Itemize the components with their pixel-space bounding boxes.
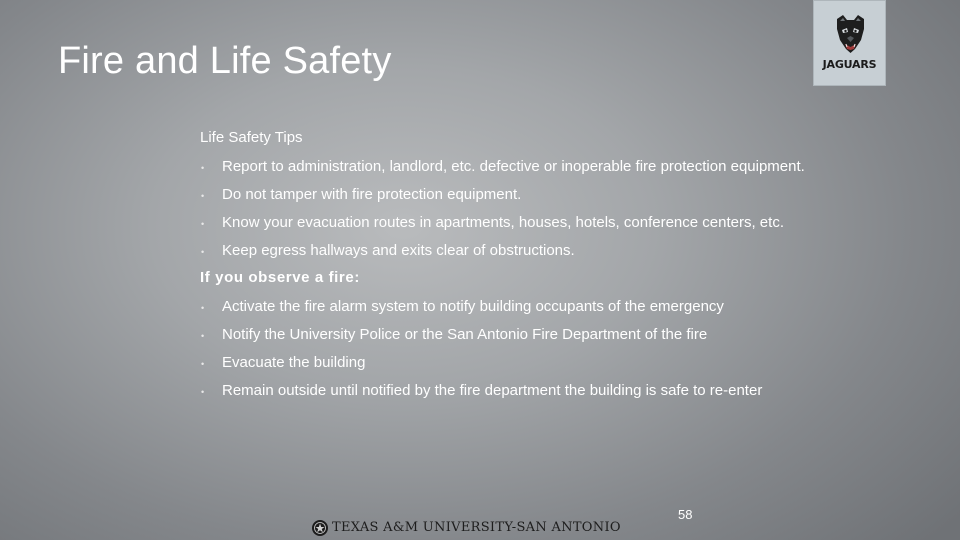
bullet-icon: • [201,191,205,201]
university-seal-icon [311,519,329,537]
bullet-icon: • [201,359,205,369]
page-number: 58 [678,507,693,522]
list-item-text: Keep egress hallways and exits clear of obstructions. [222,242,575,259]
bullet-icon: • [201,387,205,397]
logo-wordmark: JAGUARS [822,58,877,71]
life-safety-tips-list [200,158,810,260]
section-heading-life-safety-tips: Life Safety Tips [200,129,303,146]
list-item-text: Know your evacuation routes in apartments, houses, hotels, conference centers, etc. [222,214,784,231]
list-item [200,158,810,176]
jaguars-logo [813,0,886,86]
list-item-text: Report to administration, landlord, etc. defective or inoperable fire protection equipment. [222,158,805,175]
bullet-icon: • [201,331,205,341]
list-item-text: Do not tamper with fire protection equipment. [222,186,522,203]
list-item [200,354,810,372]
section-heading-observe-fire: If you observe a fire: [200,269,360,286]
list-item [200,242,810,260]
footer-university-name: TEXAS A&M UNIVERSITY-SAN ANTONIO [332,520,621,535]
list-item [200,382,810,400]
list-item [200,326,810,344]
list-item [200,298,810,316]
list-item [200,186,810,204]
slide-content [200,129,810,410]
bullet-icon: • [201,247,205,257]
bullet-icon: • [201,303,205,313]
list-item-text: Notify the University Police or the San Antonio Fire Department of the fire [222,326,708,343]
list-item-text: Remain outside until notified by the fire department the building is safe to re-enter [222,382,763,399]
list-item-text: Evacuate the building [222,354,366,371]
slide-title: Fire and Life Safety [58,40,392,82]
jaguar-head-icon [834,13,867,55]
bullet-icon: • [201,219,205,229]
list-item [200,214,810,232]
bullet-icon: • [201,163,205,173]
list-item-text: Activate the fire alarm system to notify building occupants of the emergency [222,298,724,315]
observe-fire-list [200,298,810,400]
